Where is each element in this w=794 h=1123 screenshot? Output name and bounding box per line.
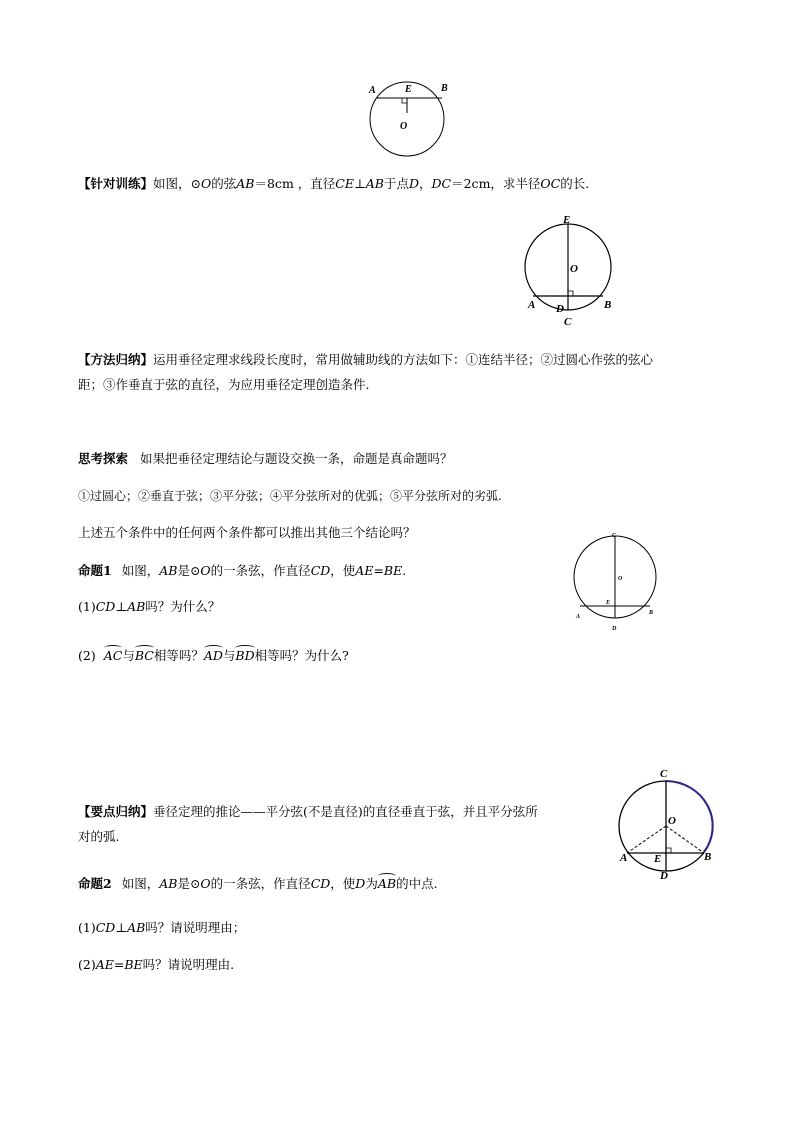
explore-tag: 思考探索 [78,451,129,466]
arc-bc: BC [134,648,154,663]
arc-ac: AC [103,648,123,663]
label-b: B [604,299,612,311]
method-line-2: 距；③作垂直于弦的直径，为应用垂径定理创造条件. [78,377,370,392]
conditions-line: ①过圆心；②垂直于弦；③平分弦；④平分弦所对的优弧；⑤平分弦所对的劣弧. [78,489,502,503]
label-o: O [400,121,408,132]
prop2-line: 命题2 如图，AB是⊙O的一条弦，作直径CD，使D为AB的中点. [78,876,438,891]
label-e: E [405,84,412,95]
label-c: C [660,768,668,780]
keypoint-line-2: 对的弧. [78,829,120,844]
label-o: O [668,815,676,827]
label-o: O [570,263,578,275]
label-b: B [441,83,448,94]
label-a: A [620,852,628,864]
prop2-q2: (2)AE=BE吗？请说明理由. [78,957,235,972]
right-angle-mark [568,291,573,296]
right-angle-mark [666,848,671,853]
label-c: C [612,533,617,539]
label-e: E [606,600,611,606]
label-d: D [612,626,617,632]
label-a: A [528,299,536,311]
label-d: D [660,870,668,882]
figure-2-circle-diameter [518,212,618,330]
arc-bd: BD [235,648,255,663]
prop1-q2: (2) AC与BC相等吗？AD与BD相等吗？为什么? [78,648,349,663]
figure-1-circle-chord [365,78,455,160]
prop1-q1: (1)CD⊥AB吗？为什么？ [78,599,221,614]
prop2-tag: 命题2 [78,876,112,891]
label-e: E [654,853,662,865]
radius-oa [627,826,666,853]
exercise-line: 【针对训练】如图，⊙O的弦AB＝8cm ，直径CE⊥AB于点D，DC＝2cm，求半径OC的长. [78,176,590,191]
label-a: A [576,614,581,620]
exercise-tag: 【针对训练】 [78,176,154,191]
method-tag: 【方法归纳】 [78,352,154,367]
explore-line: 思考探索 如果把垂径定理结论与题设交换一条，命题是真命题吗？ [78,451,453,466]
arc-ad: AD [203,648,223,663]
label-o: O [618,576,623,582]
ask-line: 上述五个条件中的任何两个条件都可以推出其他三个结论吗？ [78,525,416,540]
prop1-tag: 命题1 [78,563,112,578]
label-a: A [369,85,376,96]
method-line-1: 【方法归纳】运用垂径定理求线段长度时，常用做辅助线的方法如下：①连结半径；②过圆心作弦的弦心 [78,352,654,367]
label-e: E [563,214,571,226]
keypoint-line-1: 【要点归纳】垂径定理的推论——平分弦(不是直径)的直径垂直于弦，并且平分弦所 [78,804,538,819]
figure-4-circle-diameter [612,762,722,887]
label-d: D [556,303,564,315]
prop1-line: 命题1 如图，AB是⊙O的一条弦，作直径CD，使AE=BE. [78,563,407,578]
label-b: B [704,851,712,863]
arc-ab: AB [377,876,397,891]
radius-ob [666,826,704,853]
prop2-q1: (1)CD⊥AB吗？请说明理由； [78,920,246,935]
keypoint-tag: 【要点归纳】 [78,804,154,819]
right-angle-mark [402,98,407,103]
label-b: B [649,610,654,616]
label-c: C [564,316,572,328]
figure-3-circle-diameter [568,530,663,636]
